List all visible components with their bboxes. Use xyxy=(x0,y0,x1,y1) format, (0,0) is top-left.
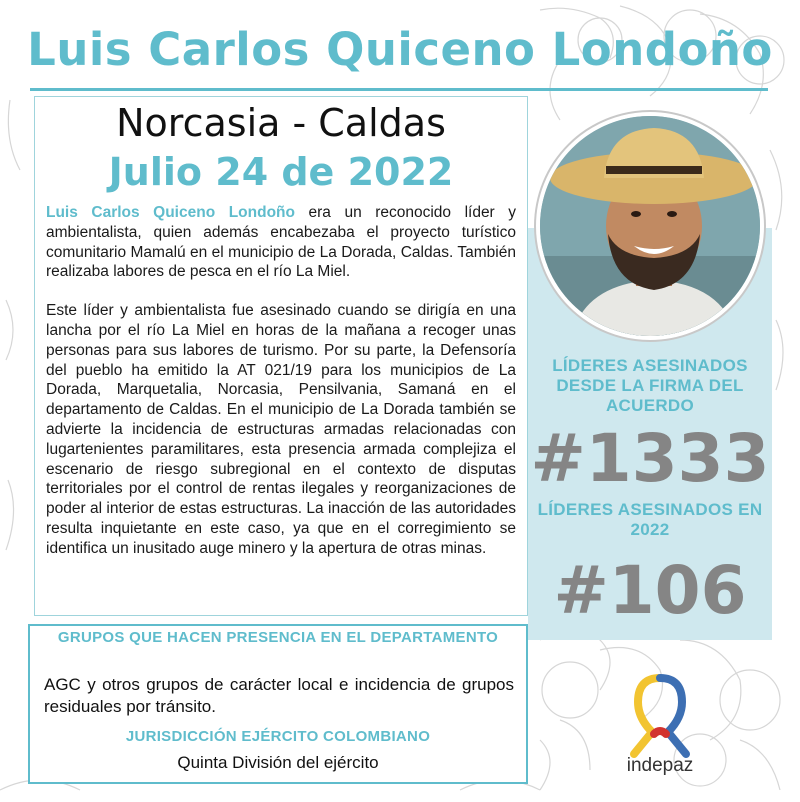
leader-name: Luis Carlos Quiceno Londoño xyxy=(46,204,295,221)
logo-text: indepaz xyxy=(626,755,694,776)
paragraph-details: Este líder y ambientalista fue asesinado cuando se dirigía en una lancha por el río La Miel en horas de la mañana a recoger unas personas para sus labores de turismo. Por su parte, la Defensoría del pueblo ha emitido la AT 021/19 para los municipios de La Dorada, Marquetalia, Norcasia, Pensilvania, Samaná en el departamento de Caldas. En el municipio de La Dorada también se advierte la incidencia de estructuras armadas relacionadas con lugartenientes paramilitares, esta presencia armada complejiza el escenario de riesgo subregional en el contexto de disputas territoriales por el control de rentas ilegales y reorganizaciones de poder al interior de estas estructuras. La inacción de las autoridades resulta inquietante en este caso, ya que en el corregimiento se identifica un inusitado auge minero y la apertura de otras minas. xyxy=(46,302,516,557)
location: Norcasia - Caldas xyxy=(116,101,446,145)
jurisdiction-text: Quinta División del ejército xyxy=(177,753,379,772)
stat-value-since-agreement: #1333 xyxy=(530,420,770,497)
leader-photo xyxy=(536,112,764,340)
page-title: Luis Carlos Quiceno Londoño xyxy=(27,23,773,76)
stat-value-2022: #106 xyxy=(553,552,747,629)
jurisdiction-title: JURISDICCIÓN EJÉRCITO COLOMBIANO xyxy=(125,728,431,745)
stat-label-since-agreement: LÍDERES ASESINADOS DESDE LA FIRMA DEL ACUERDO xyxy=(552,356,748,415)
ribbon-logo-icon xyxy=(610,668,710,758)
intro-text: era un reconocido líder y ambientalista, quien además encabezaba el proyecto turístico comunitario Mamalú en el municipio de La Dorada, Caldas. También realizaba labores de pesca en el río La Miel. xyxy=(46,204,517,281)
groups-title: GRUPOS QUE HACEN PRESENCIA EN EL DEPARTAMENTO xyxy=(57,629,499,646)
title-divider xyxy=(30,88,768,91)
stat-label-2022: LÍDERES ASESINADOS EN 2022 xyxy=(537,500,763,539)
groups-text: AGC y otros grupos de carácter local e incidencia de grupos residuales por tránsito. xyxy=(44,675,514,716)
date: Julio 24 de 2022 xyxy=(108,150,454,194)
portrait-icon xyxy=(540,116,764,340)
body-text xyxy=(46,203,516,578)
paragraph-intro xyxy=(46,203,516,282)
